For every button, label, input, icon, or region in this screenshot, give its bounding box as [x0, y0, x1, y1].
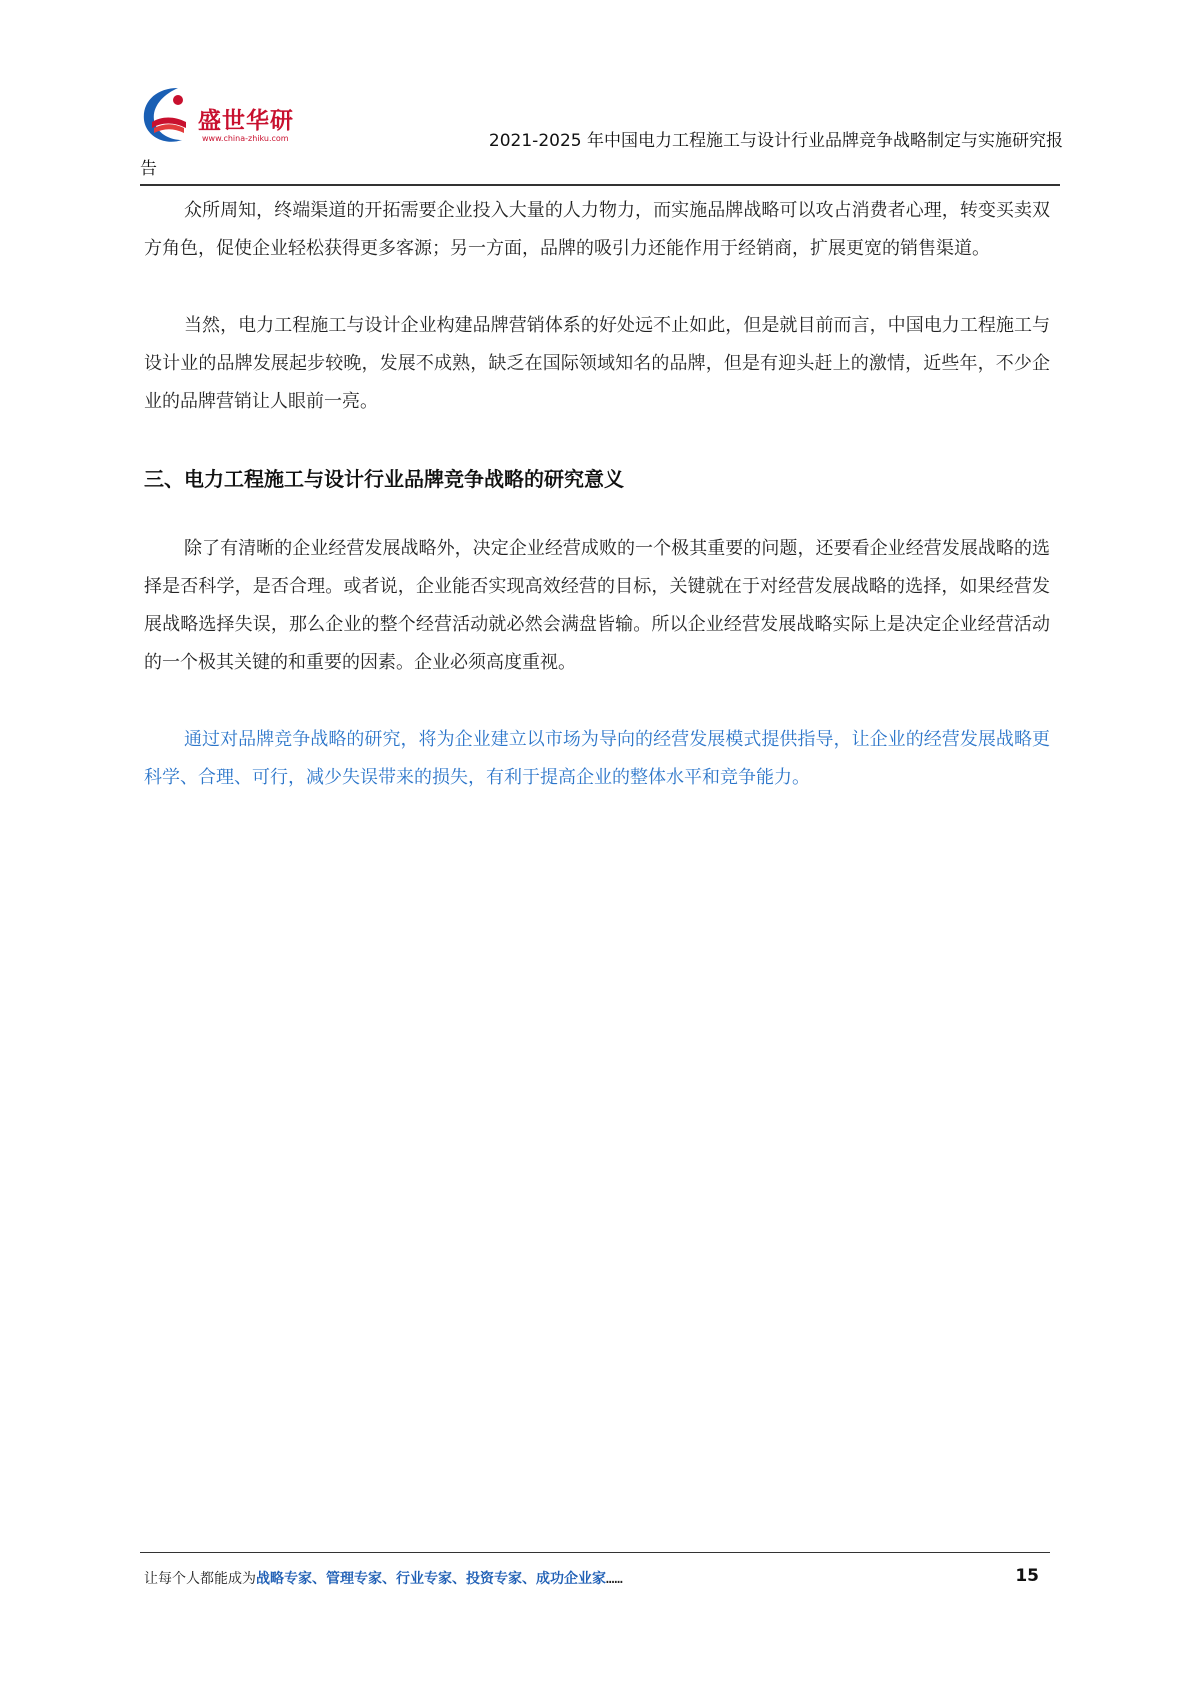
footer-divider [140, 1552, 1050, 1553]
footer-slogan [144, 1568, 1040, 1590]
header-divider [140, 184, 1060, 186]
logo-name: 盛世华研 [198, 108, 294, 134]
slogan-highlight: 战略专家、管理专家、行业专家、投资专家、成功企业家 [256, 1571, 606, 1587]
section-heading: 三、电力工程施工与设计行业品牌竞争战略的研究意义 [144, 467, 624, 491]
paragraph-strategy-importance: 除了有清晰的企业经营发展战略外，决定企业经营成败的一个极其重要的问题，还要看企业经营发展战略的选择是否科学，是否合理。或者说，企业能否实现高效经营的目标，关键就在于对经营发展战略的选择，如果经营发展战略选择失误，那么企业的整个经营活动就必然会满盘皆输。所以企业经营发展战略实际上是决定企业经营活动的一个极其关键的和重要的因素。企业必须高度重视。 [144, 538, 1050, 673]
report-title-continuation: 告 [140, 159, 157, 179]
slogan-prefix: 让每个人都能成为 [144, 1571, 256, 1587]
page-number: 15 [1015, 1566, 1039, 1586]
slogan-suffix: …… [606, 1571, 623, 1587]
paragraph-research-value: 通过对品牌竞争战略的研究，将为企业建立以市场为导向的经营发展模式提供指导，让企业的经营发展战略更科学、合理、可行，减少失误带来的损失，有利于提高企业的整体水平和竞争能力。 [144, 729, 1050, 788]
paragraph-channel-expansion: 众所周知，终端渠道的开拓需要企业投入大量的人力物力，而实施品牌战略可以攻占消费者心理，转变买卖双方角色，促使企业轻松获得更多客源；另一方面，品牌的吸引力还能作用于经销商，扩展更宽的销售渠道。 [144, 200, 1050, 259]
report-title: 2021-2025 年中国电力工程施工与设计行业品牌竞争战略制定与实施研究报 [488, 131, 1063, 151]
logo-url: www.china-zhiku.com [202, 134, 289, 143]
page-content [144, 192, 1050, 836]
paragraph-brand-development: 当然，电力工程施工与设计企业构建品牌营销体系的好处远不止如此，但是就目前而言，中国电力工程施工与设计业的品牌发展起步较晚，发展不成熟，缺乏在国际领域知名的品牌，但是有迎头赶上的激情，近些年，不少企业的品牌营销让人眼前一亮。 [144, 315, 1050, 412]
